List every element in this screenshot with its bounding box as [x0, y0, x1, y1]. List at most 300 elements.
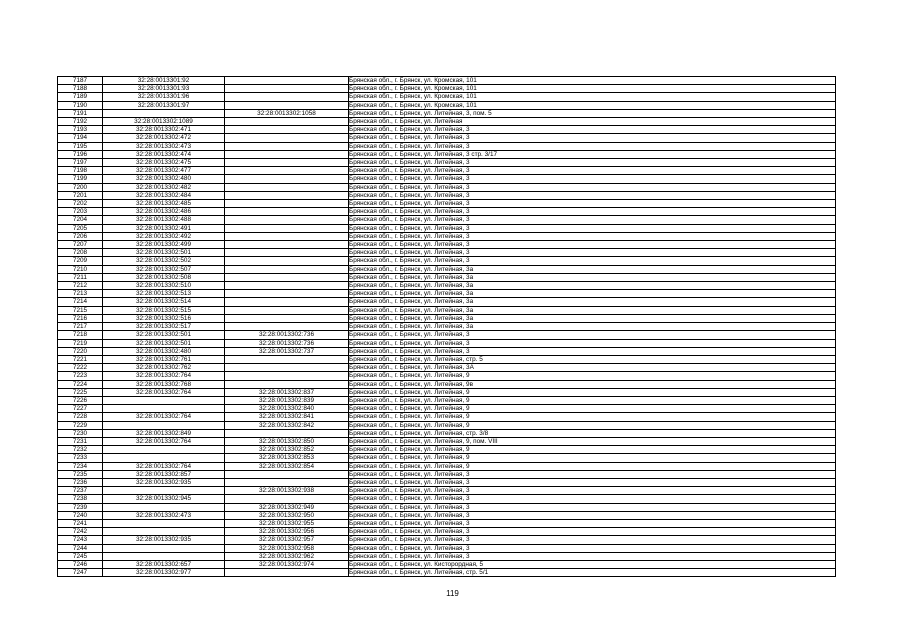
table-row	[58, 478, 836, 486]
row-number-cell: 7211	[58, 273, 103, 281]
parent-cadastral-number-cell	[225, 134, 349, 142]
table-row	[58, 282, 836, 290]
parent-cadastral-number-cell	[225, 85, 349, 93]
table-row	[58, 265, 836, 273]
parent-cadastral-number-cell	[225, 167, 349, 175]
address-cell: Брянская обл., г. Брянск, ул. Литейная, 3А	[349, 364, 836, 372]
table-row	[58, 257, 836, 265]
address-cell: Брянская обл., г. Брянск, ул. Литейная, 3а	[349, 314, 836, 322]
table-row	[58, 495, 836, 503]
table-row	[58, 241, 836, 249]
table-row	[58, 134, 836, 142]
parent-cadastral-number-cell	[225, 93, 349, 101]
address-cell: Брянская обл., г. Брянск, ул. Литейная, 9	[349, 405, 836, 413]
table-row	[58, 191, 836, 199]
table-row	[58, 528, 836, 536]
cadastral-number-cell: 32:28:0013302:945	[103, 495, 225, 503]
parent-cadastral-number-cell	[225, 314, 349, 322]
parent-cadastral-number-cell: 32:28:0013302:957	[225, 536, 349, 544]
cadastral-number-cell	[103, 544, 225, 552]
cadastral-register-table	[57, 76, 836, 577]
parent-cadastral-number-cell: 32:28:0013302:854	[225, 462, 349, 470]
cadastral-number-cell	[103, 528, 225, 536]
row-number-cell: 7191	[58, 109, 103, 117]
parent-cadastral-number-cell	[225, 257, 349, 265]
address-cell: Брянская обл., г. Брянск, ул. Литейная, 3	[349, 249, 836, 257]
parent-cadastral-number-cell: 32:28:0013302:956	[225, 528, 349, 536]
table-row	[58, 569, 836, 577]
cadastral-number-cell: 32:28:0013302:857	[103, 470, 225, 478]
parent-cadastral-number-cell	[225, 495, 349, 503]
address-cell: Брянская обл., г. Брянск, ул. Литейная, 3а	[349, 290, 836, 298]
row-number-cell: 7206	[58, 232, 103, 240]
row-number-cell: 7225	[58, 388, 103, 396]
parent-cadastral-number-cell: 32:28:0013302:840	[225, 405, 349, 413]
cadastral-number-cell: 32:28:0013302:508	[103, 273, 225, 281]
cadastral-number-cell: 32:28:0013302:657	[103, 560, 225, 568]
parent-cadastral-number-cell: 32:28:0013302:962	[225, 552, 349, 560]
row-number-cell: 7219	[58, 339, 103, 347]
row-number-cell: 7231	[58, 437, 103, 445]
cadastral-number-cell: 32:28:0013302:507	[103, 265, 225, 273]
cadastral-number-cell: 32:28:0013302:492	[103, 232, 225, 240]
table-row	[58, 355, 836, 363]
cadastral-number-cell: 32:28:0013301:93	[103, 85, 225, 93]
table-row	[58, 101, 836, 109]
row-number-cell: 7245	[58, 552, 103, 560]
row-number-cell: 7227	[58, 405, 103, 413]
row-number-cell: 7237	[58, 487, 103, 495]
table-row	[58, 339, 836, 347]
row-number-cell: 7196	[58, 150, 103, 158]
parent-cadastral-number-cell	[225, 569, 349, 577]
cadastral-number-cell	[103, 109, 225, 117]
table-row	[58, 167, 836, 175]
address-cell: Брянская обл., г. Брянск, ул. Литейная, 9	[349, 462, 836, 470]
address-cell: Брянская обл., г. Брянск, ул. Литейная, 3	[349, 208, 836, 216]
table-row	[58, 249, 836, 257]
table-row	[58, 511, 836, 519]
cadastral-number-cell	[103, 405, 225, 413]
address-cell: Брянская обл., г. Брянск, ул. Литейная, 3а	[349, 282, 836, 290]
cadastral-number-cell: 32:28:0013302:517	[103, 323, 225, 331]
row-number-cell: 7202	[58, 200, 103, 208]
cadastral-number-cell: 32:28:0013302:502	[103, 257, 225, 265]
address-cell: Брянская обл., г. Брянск, ул. Литейная, 3	[349, 536, 836, 544]
address-cell: Брянская обл., г. Брянск, ул. Литейная, 9в	[349, 380, 836, 388]
cadastral-number-cell	[103, 552, 225, 560]
address-cell: Брянская обл., г. Брянск, ул. Литейная, 3	[349, 183, 836, 191]
row-number-cell: 7199	[58, 175, 103, 183]
table-row	[58, 85, 836, 93]
address-cell: Брянская обл., г. Брянск, ул. Литейная, 3	[349, 142, 836, 150]
address-cell: Брянская обл., г. Брянск, ул. Литейная, 3	[349, 200, 836, 208]
address-cell: Брянская обл., г. Брянск, ул. Кисторордная, 5	[349, 560, 836, 568]
table-row	[58, 437, 836, 445]
table-row	[58, 200, 836, 208]
cadastral-number-cell: 32:28:0013302:849	[103, 429, 225, 437]
cadastral-number-cell: 32:28:0013301:92	[103, 77, 225, 85]
parent-cadastral-number-cell: 32:28:0013302:955	[225, 519, 349, 527]
parent-cadastral-number-cell	[225, 183, 349, 191]
table-row	[58, 552, 836, 560]
parent-cadastral-number-cell: 32:28:0013302:949	[225, 503, 349, 511]
row-number-cell: 7233	[58, 454, 103, 462]
row-number-cell: 7234	[58, 462, 103, 470]
cadastral-number-cell: 32:28:0013302:499	[103, 241, 225, 249]
address-cell: Брянская обл., г. Брянск, ул. Литейная, 3	[349, 339, 836, 347]
cadastral-number-cell: 32:28:0013302:762	[103, 364, 225, 372]
row-number-cell: 7244	[58, 544, 103, 552]
cadastral-number-cell: 32:28:0013302:1089	[103, 118, 225, 126]
table-row	[58, 519, 836, 527]
cadastral-number-cell: 32:28:0013302:516	[103, 314, 225, 322]
cadastral-number-cell	[103, 396, 225, 404]
row-number-cell: 7242	[58, 528, 103, 536]
address-cell: Брянская обл., г. Брянск, ул. Литейная, 9	[349, 446, 836, 454]
cadastral-number-cell: 32:28:0013302:764	[103, 413, 225, 421]
table-row	[58, 273, 836, 281]
row-number-cell: 7243	[58, 536, 103, 544]
cadastral-number-cell	[103, 421, 225, 429]
parent-cadastral-number-cell	[225, 126, 349, 134]
address-cell: Брянская обл., г. Брянск, ул. Литейная, 3	[349, 257, 836, 265]
row-number-cell: 7208	[58, 249, 103, 257]
row-number-cell: 7194	[58, 134, 103, 142]
address-cell: Брянская обл., г. Брянск, ул. Кромская, 101	[349, 93, 836, 101]
cadastral-number-cell: 32:28:0013302:472	[103, 134, 225, 142]
table-row	[58, 372, 836, 380]
row-number-cell: 7209	[58, 257, 103, 265]
parent-cadastral-number-cell	[225, 265, 349, 273]
parent-cadastral-number-cell	[225, 470, 349, 478]
row-number-cell: 7226	[58, 396, 103, 404]
parent-cadastral-number-cell	[225, 175, 349, 183]
address-cell: Брянская обл., г. Брянск, ул. Литейная, 9	[349, 413, 836, 421]
parent-cadastral-number-cell	[225, 200, 349, 208]
parent-cadastral-number-cell: 32:28:0013302:841	[225, 413, 349, 421]
row-number-cell: 7197	[58, 159, 103, 167]
address-cell: Брянская обл., г. Брянск, ул. Литейная, 3а	[349, 306, 836, 314]
table-row	[58, 429, 836, 437]
address-cell: Брянская обл., г. Брянск, ул. Литейная, 3	[349, 224, 836, 232]
address-cell: Брянская обл., г. Брянск, ул. Литейная, 3	[349, 167, 836, 175]
cadastral-number-cell: 32:28:0013302:473	[103, 142, 225, 150]
table-row	[58, 216, 836, 224]
table-row	[58, 421, 836, 429]
table-row	[58, 224, 836, 232]
address-cell: Брянская обл., г. Брянск, ул. Литейная, 3	[349, 503, 836, 511]
address-cell: Брянская обл., г. Брянск, ул. Литейная, стр. 5/1	[349, 569, 836, 577]
address-cell: Брянская обл., г. Брянск, ул. Литейная, 3	[349, 134, 836, 142]
cadastral-number-cell: 32:28:0013302:761	[103, 355, 225, 363]
row-number-cell: 7207	[58, 241, 103, 249]
cadastral-number-cell	[103, 487, 225, 495]
parent-cadastral-number-cell	[225, 364, 349, 372]
parent-cadastral-number-cell	[225, 118, 349, 126]
cadastral-number-cell: 32:28:0013301:96	[103, 93, 225, 101]
address-cell: Брянская обл., г. Брянск, ул. Литейная, 3	[349, 232, 836, 240]
table-row	[58, 150, 836, 158]
parent-cadastral-number-cell: 32:28:0013302:958	[225, 544, 349, 552]
table-row	[58, 560, 836, 568]
parent-cadastral-number-cell	[225, 224, 349, 232]
parent-cadastral-number-cell	[225, 241, 349, 249]
table-row	[58, 183, 836, 191]
cadastral-number-cell: 32:28:0013302:515	[103, 306, 225, 314]
row-number-cell: 7214	[58, 298, 103, 306]
address-cell: Брянская обл., г. Брянск, ул. Литейная, стр. 5	[349, 355, 836, 363]
row-number-cell: 7246	[58, 560, 103, 568]
row-number-cell: 7215	[58, 306, 103, 314]
parent-cadastral-number-cell: 32:28:0013302:736	[225, 331, 349, 339]
cadastral-number-cell: 32:28:0013302:485	[103, 200, 225, 208]
table-body	[58, 77, 836, 577]
cadastral-number-cell	[103, 454, 225, 462]
row-number-cell: 7241	[58, 519, 103, 527]
parent-cadastral-number-cell	[225, 478, 349, 486]
table-row	[58, 109, 836, 117]
row-number-cell: 7235	[58, 470, 103, 478]
page-number: 119	[446, 589, 459, 598]
address-cell: Брянская обл., г. Брянск, ул. Литейная, 3а	[349, 273, 836, 281]
row-number-cell: 7193	[58, 126, 103, 134]
address-cell: Брянская обл., г. Брянск, ул. Литейная, 9	[349, 454, 836, 462]
cadastral-number-cell: 32:28:0013302:480	[103, 347, 225, 355]
cadastral-number-cell: 32:28:0013302:501	[103, 339, 225, 347]
parent-cadastral-number-cell: 32:28:0013302:1058	[225, 109, 349, 117]
address-cell: Брянская обл., г. Брянск, ул. Литейная, 3	[349, 495, 836, 503]
parent-cadastral-number-cell: 32:28:0013302:837	[225, 388, 349, 396]
address-cell: Брянская обл., г. Брянск, ул. Литейная, 3	[349, 544, 836, 552]
row-number-cell: 7223	[58, 372, 103, 380]
row-number-cell: 7217	[58, 323, 103, 331]
address-cell: Брянская обл., г. Брянск, ул. Литейная, 3	[349, 331, 836, 339]
cadastral-number-cell: 32:28:0013302:510	[103, 282, 225, 290]
parent-cadastral-number-cell	[225, 290, 349, 298]
row-number-cell: 7216	[58, 314, 103, 322]
cadastral-number-cell: 32:28:0013302:513	[103, 290, 225, 298]
cadastral-number-cell: 32:28:0013302:482	[103, 183, 225, 191]
address-cell: Брянская обл., г. Брянск, ул. Литейная, 3	[349, 470, 836, 478]
table-row	[58, 347, 836, 355]
parent-cadastral-number-cell	[225, 306, 349, 314]
row-number-cell: 7205	[58, 224, 103, 232]
row-number-cell: 7190	[58, 101, 103, 109]
table-row	[58, 175, 836, 183]
row-number-cell: 7218	[58, 331, 103, 339]
cadastral-number-cell: 32:28:0013302:768	[103, 380, 225, 388]
row-number-cell: 7228	[58, 413, 103, 421]
table-row	[58, 364, 836, 372]
parent-cadastral-number-cell: 32:28:0013302:938	[225, 487, 349, 495]
address-cell: Брянская обл., г. Брянск, ул. Литейная, 3	[349, 519, 836, 527]
row-number-cell: 7203	[58, 208, 103, 216]
row-number-cell: 7198	[58, 167, 103, 175]
parent-cadastral-number-cell	[225, 372, 349, 380]
row-number-cell: 7220	[58, 347, 103, 355]
address-cell: Брянская обл., г. Брянск, ул. Литейная, 3	[349, 175, 836, 183]
parent-cadastral-number-cell	[225, 77, 349, 85]
cadastral-number-cell: 32:28:0013302:488	[103, 216, 225, 224]
row-number-cell: 7200	[58, 183, 103, 191]
address-cell: Брянская обл., г. Брянск, ул. Литейная, 3	[349, 191, 836, 199]
parent-cadastral-number-cell	[225, 142, 349, 150]
cadastral-number-cell: 32:28:0013302:477	[103, 167, 225, 175]
cadastral-number-cell: 32:28:0013302:764	[103, 372, 225, 380]
row-number-cell: 7201	[58, 191, 103, 199]
cadastral-number-cell: 32:28:0013302:935	[103, 536, 225, 544]
row-number-cell: 7221	[58, 355, 103, 363]
table-row	[58, 208, 836, 216]
row-number-cell: 7229	[58, 421, 103, 429]
address-cell: Брянская обл., г. Брянск, ул. Литейная, 9	[349, 388, 836, 396]
address-cell: Брянская обл., г. Брянск, ул. Литейная, стр. 3/8	[349, 429, 836, 437]
parent-cadastral-number-cell: 32:28:0013302:839	[225, 396, 349, 404]
table-row	[58, 503, 836, 511]
cadastral-number-cell: 32:28:0013302:764	[103, 462, 225, 470]
table-row	[58, 331, 836, 339]
cadastral-number-cell: 32:28:0013302:514	[103, 298, 225, 306]
address-cell: Брянская обл., г. Брянск, ул. Литейная, 3	[349, 528, 836, 536]
cadastral-number-cell: 32:28:0013302:484	[103, 191, 225, 199]
table-row	[58, 93, 836, 101]
cadastral-number-cell: 32:28:0013301:97	[103, 101, 225, 109]
address-cell: Брянская обл., г. Брянск, ул. Литейная, 3	[349, 552, 836, 560]
row-number-cell: 7247	[58, 569, 103, 577]
table-row	[58, 446, 836, 454]
table-row	[58, 396, 836, 404]
cadastral-number-cell: 32:28:0013302:475	[103, 159, 225, 167]
address-cell: Брянская обл., г. Брянск, ул. Литейная, 3а	[349, 323, 836, 331]
table-row	[58, 380, 836, 388]
address-cell: Брянская обл., г. Брянск, ул. Литейная, 9	[349, 396, 836, 404]
address-cell: Брянская обл., г. Брянск, ул. Литейная, 3	[349, 126, 836, 134]
table-row	[58, 487, 836, 495]
cadastral-number-cell: 32:28:0013302:501	[103, 249, 225, 257]
address-cell: Брянская обл., г. Брянск, ул. Литейная, 3	[349, 487, 836, 495]
parent-cadastral-number-cell	[225, 232, 349, 240]
row-number-cell: 7240	[58, 511, 103, 519]
address-cell: Брянская обл., г. Брянск, ул. Литейная, 3	[349, 241, 836, 249]
table-row	[58, 454, 836, 462]
parent-cadastral-number-cell: 32:28:0013302:974	[225, 560, 349, 568]
address-cell: Брянская обл., г. Брянск, ул. Литейная, 3	[349, 159, 836, 167]
table-row	[58, 232, 836, 240]
table-row	[58, 544, 836, 552]
address-cell: Брянская обл., г. Брянск, ул. Литейная, 3, пом. 5	[349, 109, 836, 117]
cadastral-number-cell: 32:28:0013302:473	[103, 511, 225, 519]
cadastral-number-cell: 32:28:0013302:474	[103, 150, 225, 158]
cadastral-number-cell: 32:28:0013302:471	[103, 126, 225, 134]
parent-cadastral-number-cell	[225, 150, 349, 158]
row-number-cell: 7236	[58, 478, 103, 486]
cadastral-number-cell: 32:28:0013302:486	[103, 208, 225, 216]
table-row	[58, 298, 836, 306]
row-number-cell: 7230	[58, 429, 103, 437]
table-row	[58, 470, 836, 478]
address-cell: Брянская обл., г. Брянск, ул. Литейная, 3	[349, 478, 836, 486]
row-number-cell: 7210	[58, 265, 103, 273]
table-row	[58, 462, 836, 470]
parent-cadastral-number-cell	[225, 298, 349, 306]
table-row	[58, 413, 836, 421]
cadastral-number-cell: 32:28:0013302:491	[103, 224, 225, 232]
cadastral-number-cell: 32:28:0013302:501	[103, 331, 225, 339]
parent-cadastral-number-cell	[225, 101, 349, 109]
cadastral-number-cell	[103, 503, 225, 511]
cadastral-number-cell	[103, 519, 225, 527]
address-cell: Брянская обл., г. Брянск, ул. Литейная, 3а	[349, 265, 836, 273]
address-cell: Брянская обл., г. Брянск, ул. Литейная, 3	[349, 216, 836, 224]
parent-cadastral-number-cell: 32:28:0013302:736	[225, 339, 349, 347]
table-row	[58, 118, 836, 126]
table-row	[58, 405, 836, 413]
address-cell: Брянская обл., г. Брянск, ул. Литейная, 3 стр. 3/17	[349, 150, 836, 158]
row-number-cell: 7212	[58, 282, 103, 290]
parent-cadastral-number-cell	[225, 355, 349, 363]
row-number-cell: 7213	[58, 290, 103, 298]
address-cell: Брянская обл., г. Брянск, ул. Литейная, 9	[349, 372, 836, 380]
table-row	[58, 314, 836, 322]
parent-cadastral-number-cell: 32:28:0013302:852	[225, 446, 349, 454]
cadastral-number-cell: 32:28:0013302:480	[103, 175, 225, 183]
row-number-cell: 7204	[58, 216, 103, 224]
address-cell: Брянская обл., г. Брянск, ул. Литейная	[349, 118, 836, 126]
table-row	[58, 306, 836, 314]
parent-cadastral-number-cell	[225, 249, 349, 257]
parent-cadastral-number-cell: 32:28:0013302:850	[225, 437, 349, 445]
row-number-cell: 7222	[58, 364, 103, 372]
address-cell: Брянская обл., г. Брянск, ул. Литейная, 3	[349, 347, 836, 355]
parent-cadastral-number-cell	[225, 216, 349, 224]
row-number-cell: 7224	[58, 380, 103, 388]
parent-cadastral-number-cell	[225, 380, 349, 388]
cadastral-number-cell: 32:28:0013302:764	[103, 437, 225, 445]
cadastral-number-cell: 32:28:0013302:764	[103, 388, 225, 396]
parent-cadastral-number-cell: 32:28:0013302:950	[225, 511, 349, 519]
address-cell: Брянская обл., г. Брянск, ул. Литейная, 3а	[349, 298, 836, 306]
table-row	[58, 536, 836, 544]
table-row	[58, 159, 836, 167]
table-row	[58, 388, 836, 396]
row-number-cell: 7195	[58, 142, 103, 150]
address-cell: Брянская обл., г. Брянск, ул. Литейная, 3	[349, 511, 836, 519]
address-cell: Брянская обл., г. Брянск, ул. Кромская, 101	[349, 77, 836, 85]
row-number-cell: 7187	[58, 77, 103, 85]
parent-cadastral-number-cell	[225, 191, 349, 199]
address-cell: Брянская обл., г. Брянск, ул. Кромская, 101	[349, 85, 836, 93]
address-cell: Брянская обл., г. Брянск, ул. Кромская, 101	[349, 101, 836, 109]
row-number-cell: 7238	[58, 495, 103, 503]
table-row	[58, 323, 836, 331]
row-number-cell: 7192	[58, 118, 103, 126]
row-number-cell: 7232	[58, 446, 103, 454]
parent-cadastral-number-cell	[225, 208, 349, 216]
table-row	[58, 126, 836, 134]
row-number-cell: 7189	[58, 93, 103, 101]
parent-cadastral-number-cell	[225, 273, 349, 281]
table-row	[58, 290, 836, 298]
table-row	[58, 77, 836, 85]
parent-cadastral-number-cell	[225, 282, 349, 290]
address-cell: Брянская обл., г. Брянск, ул. Литейная, 9	[349, 421, 836, 429]
parent-cadastral-number-cell: 32:28:0013302:842	[225, 421, 349, 429]
cadastral-number-cell: 32:28:0013302:977	[103, 569, 225, 577]
parent-cadastral-number-cell: 32:28:0013302:737	[225, 347, 349, 355]
parent-cadastral-number-cell	[225, 159, 349, 167]
parent-cadastral-number-cell	[225, 323, 349, 331]
